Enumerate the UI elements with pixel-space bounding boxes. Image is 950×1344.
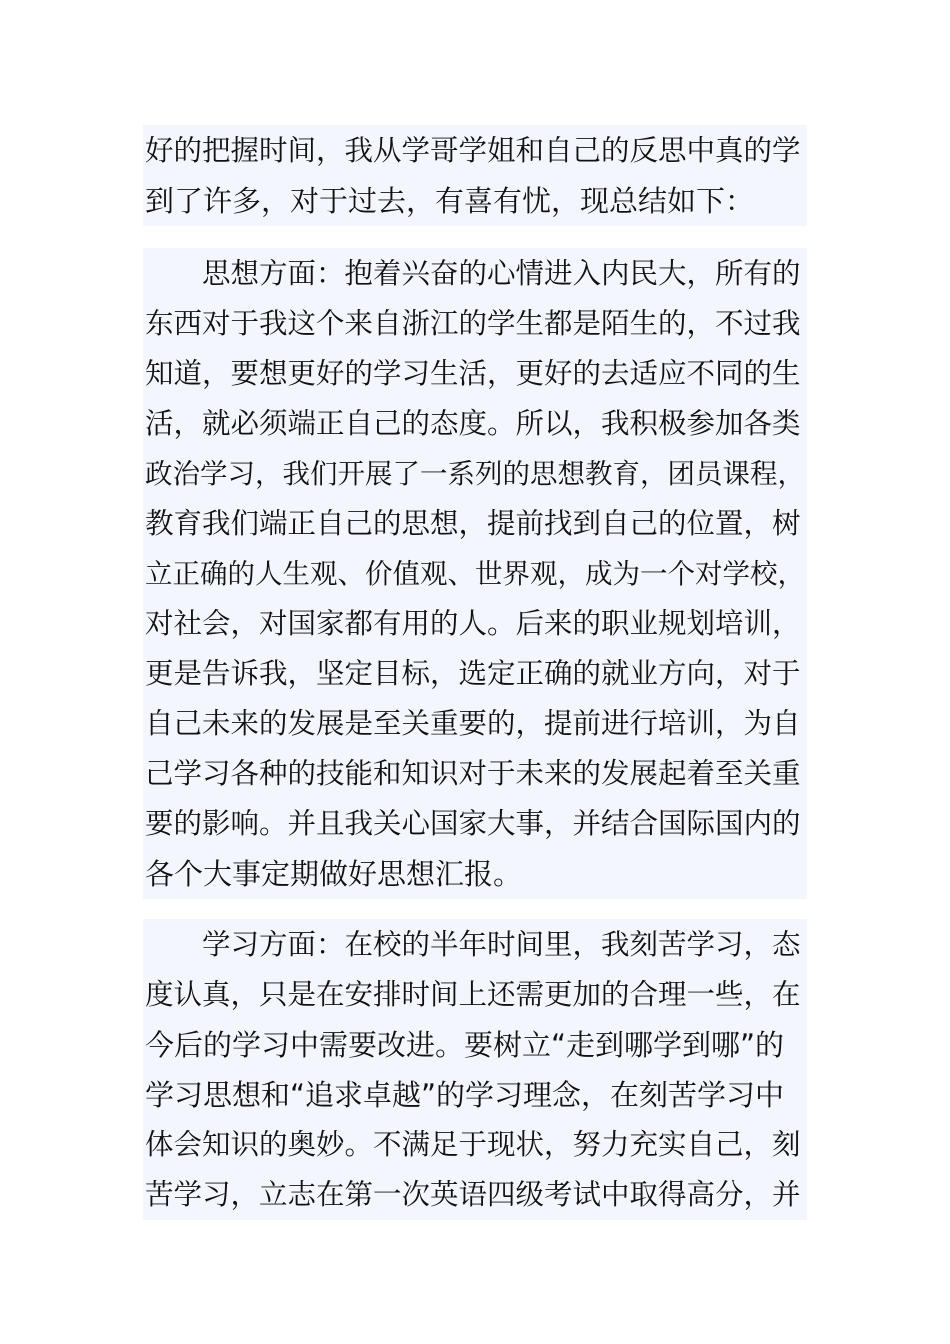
- text-line: 知道，要想更好的学习生活，更好的去适应不同的生: [145, 357, 801, 390]
- text-line: 要的影响。并且我关心国家大事，并结合国际国内的: [145, 807, 801, 840]
- text-line: 己学习各种的技能和知识对于未来的发展起着至关重: [145, 757, 801, 790]
- text-line: 度认真，只是在安排时间上还需更加的合理一些，在: [145, 978, 801, 1011]
- text-line: 苦学习，立志在第一次英语四级考试中取得高分，并: [145, 1178, 801, 1211]
- text-line: 学习思想和“追求卓越”的学习理念，在刻苦学习中: [145, 1078, 785, 1112]
- text-line: 好的把握时间，我从学哥学姐和自己的反思中真的学: [145, 134, 801, 167]
- text-line: 到了许多，对于过去，有喜有忧，现总结如下：: [145, 184, 755, 218]
- text-line: 立正确的人生观、价值观、世界观，成为一个对学校，: [145, 558, 805, 590]
- text-line: 学习方面：在校的半年时间里，我刻苦学习，态: [145, 928, 801, 961]
- text-line: 对社会，对国家都有用的人。后来的职业规划培训，: [145, 607, 801, 640]
- text-line: 今后的学习中需要改进。要树立“走到哪学到哪”的: [145, 1028, 785, 1062]
- text-line: 东西对于我这个来自浙江的学生都是陌生的，不过我: [145, 307, 801, 340]
- text-line: 体会知识的奥妙。不满足于现状，努力充实自己，刻: [145, 1128, 801, 1161]
- text-line: 各个大事定期做好思想汇报。: [145, 857, 523, 891]
- text-line: 活，就必须端正自己的态度。所以，我积极参加各类: [145, 407, 801, 440]
- text-line: 政治学习，我们开展了一系列的思想教育，团员课程，: [145, 458, 805, 490]
- text-line: 教育我们端正自己的思想，提前找到自己的位置，树: [145, 507, 801, 540]
- text-line: 思想方面：抱着兴奋的心情进入内民大，所有的: [145, 257, 801, 290]
- text-line: 更是告诉我，坚定目标，选定正确的就业方向，对于: [145, 657, 801, 690]
- text-line: 自己未来的发展是至关重要的，提前进行培训，为自: [145, 707, 801, 740]
